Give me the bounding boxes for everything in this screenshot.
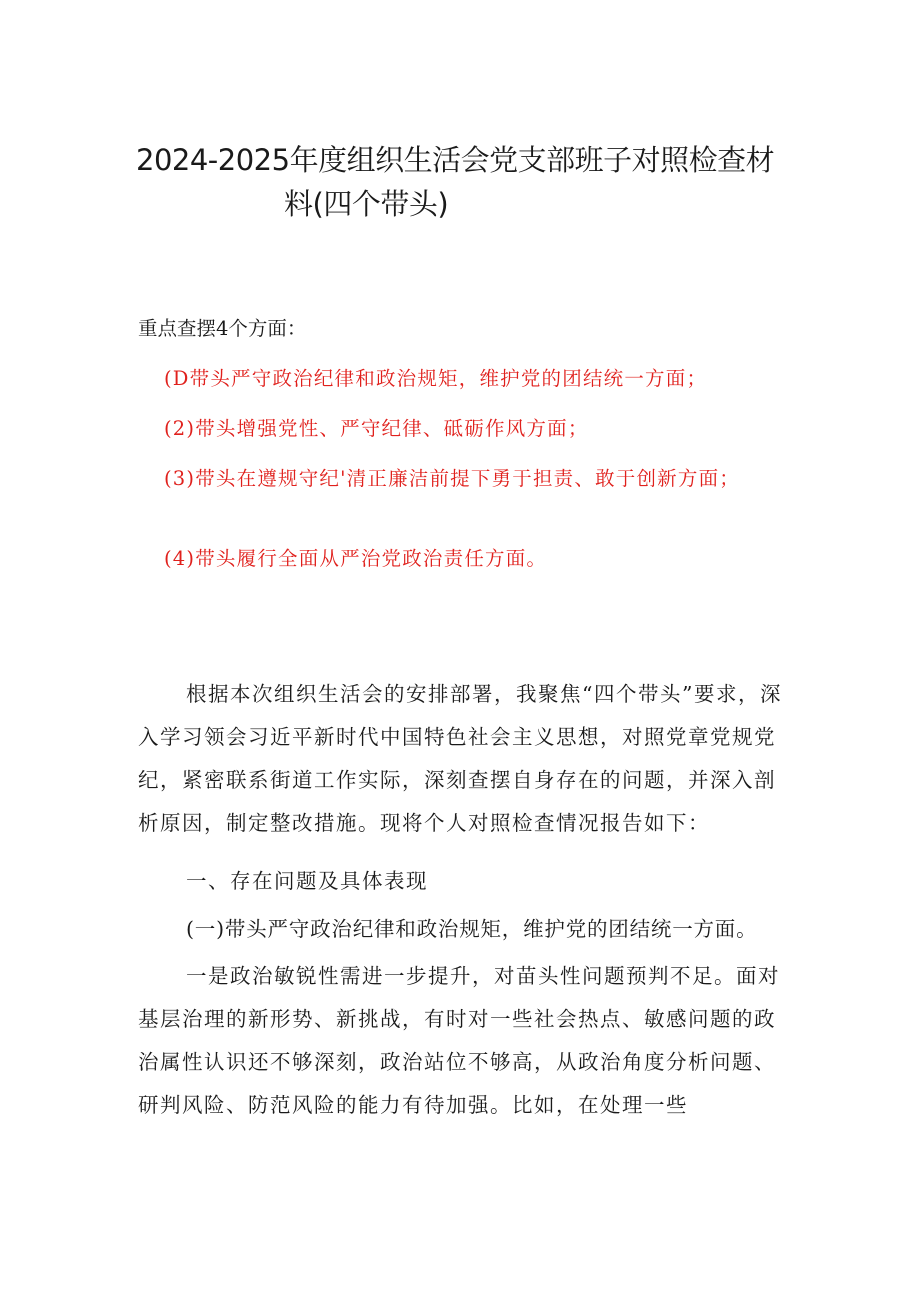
intro-paragraph: 根据本次组织生活会的安排部署，我聚焦“四个带头”要求，深入学习领会习近平新时代中国特色社会主义思想，对照党章党规党纪，紧密联系街道工作实际，深刻查摆自身存在的问题，并深入剖析原因，制定整改措施。现将个人对照检查情况报告如下： (138, 682, 782, 835)
aspect-item-2: (2)带头增强党性、严守纪律、砥砺作风方面； (164, 417, 589, 440)
title-line-2: 料(四个带头) (284, 187, 449, 221)
document-title (120, 138, 800, 226)
body-paragraph: 一是政治敏锐性需进一步提升，对苗头性问题预判不足。面对基层治理的新形势、新挑战，有时对一些社会热点、敏感问题的政治属性认识还不够深刻，政治站位不够高，从政治角度分析问题、研判风险、防范风险的能力有待加强。比如，在处理一些 (138, 964, 780, 1117)
title-line-1: 2024-2025年度组织生活会党支部班子对照检查材 (136, 143, 775, 177)
lead-line: 重点查摆4个方面： (138, 317, 307, 340)
subsection-heading: (一)带头严守政治纪律和政治规矩，维护党的团结统一方面。 (186, 917, 758, 941)
aspect-item-1: (D带头严守政治纪律和政治规矩，维护党的团结统一方面； (164, 367, 708, 390)
aspect-item-3: (3)带头在遵规守纪'清正廉洁前提下勇于担责、敢于创新方面； (164, 467, 740, 490)
section-heading: 一、存在问题及具体表现 (186, 869, 428, 893)
aspect-item-4: (4)带头履行全面从严治党政治责任方面。 (164, 547, 548, 570)
